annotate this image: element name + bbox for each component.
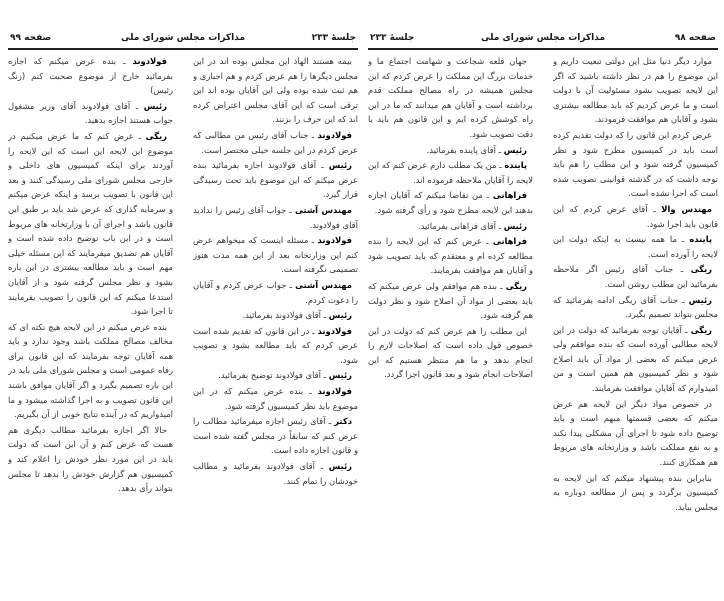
- left-page: [8, 0, 358, 601]
- paragraph: [553, 471, 718, 515]
- paragraph-text: در خصوص مواد دیگر این لایحه هم عرض میکنم که بعضی قسمتها مبهم است و باید توضیح داده شود تا اجرای آن مشکلی پیدا نکند و به نفع مملکت باشد و وزارتخانه های مربوط هم همکاری کنند.: [553, 398, 718, 468]
- paragraph-text: این مطلب را هم عرض کنم که دولت در این خصوص قول داده است که اصلاحات لازم را انجام بدهد و ما هم منتظر هستیم که این اصلاحات انجام شود و بعد قانون اجرا گردد.: [368, 325, 533, 380]
- paragraph: [8, 99, 173, 128]
- paragraph-text: ـ من تقاضا میکنم که آقایان اجازه بدهند این لایحه مطرح شود و رأی گرفته شود.: [368, 190, 533, 215]
- paragraph-text: عرض کردم این قانون را که دولت تقدیم کرده است باید در کمیسیون مطرح شود و نظر کمیسیون گرفته شود و این مطلب را هم باید توجه داشت که در گذشته قوانینی تصویب شده است که اجرا نشده است.: [553, 129, 718, 199]
- speaker-name: مهندس والا: [661, 203, 712, 214]
- paragraph: [553, 323, 718, 396]
- paragraph: [193, 459, 358, 488]
- speaker-name: مهندس آشتی: [295, 279, 352, 290]
- paragraph: [368, 324, 533, 382]
- speaker-name: ریگی: [145, 130, 167, 141]
- paragraph-text: ـ در این قانون که تقدیم شده است عرض کردم که باید مطالعه بشود و تصویب شود.: [193, 325, 358, 365]
- speaker-name: رئیس: [328, 310, 352, 321]
- paragraph-text: موارد دیگر دنیا مثل این دولتی تبعیت داریم و این موضوع را هم در نظر داشته باشید که اگر این لایحه تصویب بشود مسئولیت آن با دولت است و ما عرض کردیم که باید مطالعه بیشتری بشود و آقایان هم موافقت فرمودند.: [553, 56, 718, 125]
- speaker-name: فولادوند: [317, 325, 352, 336]
- paragraph: [368, 219, 533, 234]
- speaker-name: پاینده: [504, 160, 527, 171]
- paragraph-text: ـ عرض کنم که این لایحه را بنده مطالعه کرده ام و معتقدم که باید تصویب شود و آقایان هم موافقت بفرمایند.: [368, 236, 533, 276]
- paragraph-text: بنابراین بنده پیشنهاد میکنم که این لایحه به کمیسیون برگردد و پس از مطالعه دوباره به مجلس بیاید.: [553, 472, 718, 512]
- page-header: [368, 33, 718, 47]
- paragraph: [553, 232, 718, 261]
- header-rule: [368, 48, 718, 50]
- paragraph: [193, 233, 358, 277]
- paragraph-text: بیمه هستند الهاذ این مجلس بوده اند در این مجلس دیگرها را هم عرض کردم و هم اجباری و هم ثبت شده بوده ولی این آقایان بوده اند این ترقی است که این آقای مجلس اعتراض کرده اند که این حرف را بزنند.: [193, 56, 358, 125]
- speaker-name: دکتر: [334, 416, 352, 427]
- speaker-name: پاینده: [689, 234, 712, 245]
- speaker-name: فولادوند: [317, 235, 352, 246]
- text-column-right: [553, 54, 718, 593]
- paragraph: [193, 414, 358, 458]
- speaker-name: فراهانی: [492, 190, 527, 201]
- page-number: صفحه ۹۹: [10, 33, 52, 43]
- text-column-left: [368, 54, 533, 593]
- speaker-name: ریگی: [690, 324, 712, 335]
- paragraph-text: ـ جناب آقای رئیس من مطالبی که عرض کردم در این جلسه خیلی مختصر است.: [193, 129, 358, 155]
- paragraph: [8, 423, 173, 496]
- speaker-name: مهندس آشتی: [295, 204, 352, 215]
- speaker-name: رئیس: [328, 461, 352, 472]
- speaker-name: رئیس: [143, 100, 167, 111]
- paragraph: [368, 143, 533, 158]
- paragraph-text: ـ جناب آقای رئیس اگر ملاحظه بفرمائید این مطلب روشن است.: [553, 264, 718, 289]
- paragraph: [8, 129, 173, 319]
- paragraph-text: ـ جواب عرض کردم و آقایان را دعوت کردم.: [193, 279, 358, 305]
- paragraph-text: ـ آقای فولادوند اجازه بفرمائید بنده عرض میکنم که این موضوع باید تحت رسیدگی قرار گیرد.: [193, 160, 358, 200]
- speaker-name: فولادوند: [132, 56, 167, 66]
- paragraph: [193, 203, 358, 232]
- text-column-right: [193, 54, 358, 593]
- speaker-name: رئیس: [328, 160, 352, 171]
- paragraph-text: ـ آقای فراهانی بفرمائید.: [417, 220, 502, 231]
- paragraph-text: ـ عرض کنم که ما عرض میکنیم در موضوع این لایحه این است که این لایحه را آوردند برای اینکه کمیسیون های داخلی و خارجی مجلس شورای ملی رسیدگی کنند و بعد این قانون با تصویب برسد و اینکه عرض میکنم و سرمایه گذاری که عرض شد باید بر طبق این قانون باشد و اجرای آن با وزارتخانه های مربوط است و در این باب توضیح داده شده است و آقایان هم تصدیق میفرمایند که این مسئله خیلی مهم است و باید مطالعه بیشتری در این باره بشود و نظر مجلس گرفته شود و از آقایان استدعا میکنم که این قانون را تصویب بفرمایند تا اجرا شود.: [8, 130, 173, 317]
- paragraph: [368, 234, 533, 278]
- paragraph: [193, 384, 358, 413]
- paragraph-text: ـ بنده عرض میکنم که در این موضوع باید نظر کمیسیون گرفته شود.: [193, 386, 358, 411]
- paragraph-text: ـ بنده هم موافقم ولی عرض میکنم که باید بعضی از مواد آن اصلاح شود و نظر دولت هم گرفته شود.: [368, 280, 533, 321]
- paragraph: [193, 368, 358, 383]
- page-number: صفحه ۹۸: [674, 33, 716, 43]
- paragraph: [193, 128, 358, 157]
- speaker-name: رئیس: [328, 370, 352, 381]
- paragraph-text: ـ من یک مطلب دارم عرض کنم که این لایحه را آقایان ملاحظه فرموده اند.: [368, 160, 533, 185]
- speaker-name: فراهانی: [492, 236, 527, 247]
- paragraph-text: ـ مسئله اینست که میخواهم عرض کنم این وزارتخانه بعد از این همه مدت هنوز تصمیمی نگرفته است.: [193, 235, 358, 275]
- paragraph-text: ـ جناب آقای ریگی ادامه بفرمائید که مجلس بتواند تصمیم بگیرد.: [553, 294, 718, 320]
- speaker-name: رئیس: [688, 294, 712, 305]
- paragraph: [553, 128, 718, 201]
- paragraph: [368, 279, 533, 323]
- text-column-left: [8, 54, 173, 593]
- paragraph-text: ـ آقای عرض کردم که این قانون باید اجرا شود.: [553, 203, 718, 229]
- paragraph-text: بنده عرض میکنم در این لایحه هیچ نکته ای که مخالف مصالح مملکت باشد وجود ندارد و باید همه آقایان توجه بفرمایند که این قانون برای رفاه عمومی است و مجلس شورای ملی باید در این باره تصمیم بگیرد و اگر آقایان موافق باشند این قانون تصویب و به اجرا گذاشته میشود و ما امیدواریم که در آینده نتایج خوبی از آن بگیریم.: [8, 321, 173, 420]
- paragraph: [193, 308, 358, 323]
- paragraph: [368, 188, 533, 217]
- paragraph: [368, 54, 533, 142]
- paragraph: [553, 202, 718, 231]
- speaker-name: رئیس: [503, 220, 527, 231]
- speaker-name: فولادوند: [317, 129, 352, 140]
- paragraph: [553, 397, 718, 470]
- paragraph: [193, 278, 358, 307]
- paragraph-text: ـ ما همه نیست به اینکه دولت این لایحه را آورده است.: [553, 234, 718, 259]
- speaker-name: رئیس: [503, 144, 527, 155]
- paragraph: [553, 54, 718, 127]
- paragraph-text: ـ آقایان توجه بفرمائید که دولت در این لایحه مطالبی آورده است که بنده موافقم ولی عرض میکنم که بعضی از مواد آن باید اصلاح شود و نظر کمیسیون هم همین است و من امیدوارم که آقایان موافقت بفرمایند.: [553, 324, 718, 394]
- paragraph: [193, 54, 358, 127]
- running-title: مذاکرات مجلس شورای ملی: [480, 33, 606, 43]
- paragraph-text: ـ آقای فولادوند آقای وزیر مشغول جواب هستند اجازه بدهید.: [8, 100, 173, 126]
- running-title: مذاکرات مجلس شورای ملی: [120, 33, 246, 43]
- paragraph: [368, 158, 533, 187]
- paragraph-text: ـ بنده عرض میکنم که اجازه بفرمائید خارج از موضوع صحبت کنم (زنگ رئیس): [8, 56, 173, 96]
- paragraph: [8, 320, 173, 422]
- paragraph-text: ـ جواب آقای رئیس را ندادید آقای فولادوند.: [193, 204, 358, 230]
- paragraph: [553, 293, 718, 322]
- session-number: جلسهٔ ۲۳۳: [370, 33, 415, 43]
- speaker-name: فولادوند: [317, 386, 352, 397]
- speaker-name: ریگی: [505, 280, 527, 291]
- paragraph-text: حالا اگر اجازه بفرمائید مطالب دیگری هم هست که عرض کنم و آن این است که دولت باید در این مورد نظر خودش را اعلام کند و کمیسیون هم گزارش خودش را بدهد تا مجلس بتواند رأی بدهد.: [8, 424, 173, 494]
- paragraph: [193, 324, 358, 368]
- speaker-name: ریگی: [690, 264, 712, 275]
- paragraph-text: ـ آقای فولادوند بفرمائید و مطالب خودشان را تمام کنند.: [193, 461, 358, 486]
- page-header: [8, 33, 358, 47]
- paragraph-text: ـ آقای پاینده بفرمائید.: [426, 144, 502, 155]
- session-number: جلسهٔ ۲۳۳: [311, 33, 356, 43]
- paragraph-text: ـ آقای فولادوند توضیح بفرمائید.: [218, 370, 327, 381]
- right-page: [368, 0, 718, 601]
- paragraph-text: ـ آقای رئیس اجازه میفرمائید مطالب را عرض کنم که سابقاً در مجلس گفته شده است و قانون اجازه داده است.: [193, 416, 358, 456]
- paragraph: [193, 158, 358, 202]
- paragraph: [553, 262, 718, 291]
- paragraph-text: ـ آقای فولادوند بفرمائید.: [242, 310, 327, 321]
- paragraph-text: جهان قلعه شجاعت و شهامت اجتماع ما و خدمات بزرگ این مملکت را عرض کردم که این مجلس همیشه در راه مصالح مملکت قدم برداشته است و آقایان هم میدانند که ما در این راه کوشش کرده ایم و این قانون هم باید با دقت تصویب شود.: [368, 56, 533, 139]
- paragraph: [8, 54, 173, 98]
- header-rule: [8, 48, 358, 50]
